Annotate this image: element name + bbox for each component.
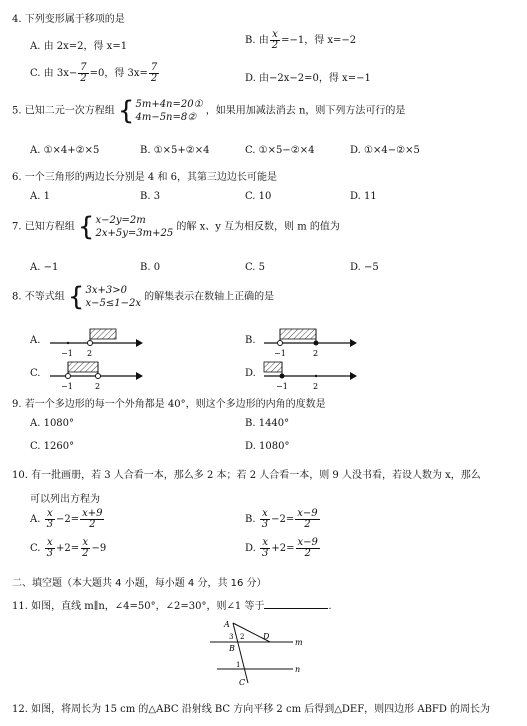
- tick-label: 2: [95, 382, 101, 391]
- label-n: n: [295, 665, 301, 674]
- label-b: B: [229, 644, 235, 653]
- q6-option-b: B. 3: [140, 191, 161, 202]
- tick-label: −1: [276, 382, 288, 391]
- q10-option-a: A. $\frac{x}{3}$ −2= $\frac{x+9}{2}$: [30, 508, 103, 530]
- q5-stem: 5. 已知二元一次方程组 { 5m+4n=20① 4m−5n=8② ，如果用加减法消去 n，则下列方法可行的是: [12, 96, 406, 126]
- q8-number-line-d: [262, 358, 357, 392]
- q7-stem: 7. 已知方程组 { x−2y=2m 2x+5y=3m+25 的解 x、y 互为相反数，则 m 的值为: [12, 212, 340, 242]
- tick-label: 2: [313, 382, 319, 391]
- q5-equation-system: { 5m+4n=20① 4m−5n=8②: [117, 96, 203, 126]
- tick-label: −1: [61, 382, 73, 391]
- label-d: D: [263, 632, 270, 641]
- q7-equation-system: { x−2y=2m 2x+5y=3m+25: [77, 212, 174, 242]
- q5-option-b: B. ①×5+②×4: [140, 145, 210, 156]
- q10-stem-line1: 10. 有一批画册，若 3 人合看一本，那么多 2 本；若 2 人合看一本，则 9 人没书看，若设人数为 x，那么: [12, 470, 481, 481]
- q7-option-c: C. 5: [245, 262, 266, 273]
- q6-stem: 6. 一个三角形的两边长分别是 4 和 6，其第三边边长可能是: [12, 172, 277, 183]
- q8-option-a-label: A.: [30, 335, 41, 346]
- q6-option-a: A. 1: [30, 191, 50, 202]
- q9-option-b: B. 1440°: [245, 418, 290, 429]
- label-a: A: [224, 620, 230, 629]
- q8-option-d-label: D.: [245, 368, 256, 379]
- q5-option-d: D. ①×4−②×5: [350, 145, 420, 156]
- angle-1-label: 1: [236, 661, 241, 669]
- q10-option-b: B. $\frac{x}{3}$ −2= $\frac{x-9}{2}$: [245, 508, 318, 530]
- q7-option-a: A. −1: [30, 262, 59, 273]
- q6-option-c: C. 10: [245, 191, 272, 202]
- answer-blank: [264, 598, 328, 609]
- q7-option-b: B. 0: [140, 262, 161, 273]
- q4-option-c: C. 由 3x− $\frac{7}{2}$ =0，得 3x= $\frac{7}{2}$: [30, 62, 158, 84]
- section-heading-fill-in: 二、填空题（本大题共 4 小题，每小题 4 分，共 16 分）: [12, 578, 267, 589]
- q7-option-d: D. −5: [350, 262, 379, 273]
- q10-stem-line2: 可以列出方程为: [30, 494, 100, 505]
- q8-option-c-label: C.: [30, 368, 41, 379]
- q12-stem: 12. 如图，将周长为 15 cm 的△ABC 沿射线 BC 方向平移 2 cm 后得到△DEF，则四边形 ABFD 的周长为: [12, 704, 491, 715]
- q5-option-a: A. ①×4+②×5: [30, 145, 100, 156]
- q9-stem: 9. 若一个多边形的每一个外角都是 40°，则这个多边形的内角的度数是: [12, 399, 326, 410]
- q4-option-d: D. 由−2x−2=0，得 x=−1: [245, 73, 371, 84]
- q4-option-a: A. 由 2x=2，得 x=1: [30, 41, 128, 52]
- q5-option-c: C. ①×5−②×4: [245, 145, 315, 156]
- q11-figure: [205, 617, 305, 687]
- q11-stem: 11. 如图，直线 m∥n，∠4=50°，∠2=30°，则∠1 等于 .: [12, 597, 332, 612]
- tick-label: 2: [313, 349, 319, 358]
- q8-option-b-label: B.: [245, 335, 256, 346]
- q4-option-b: B. 由 $\frac{x}{2}$ =−1，得 x=−2: [245, 29, 357, 51]
- q9-option-c: C. 1260°: [30, 441, 75, 452]
- angle-2-label: 2: [240, 633, 245, 641]
- tick-label: −1: [61, 349, 73, 358]
- q8-number-line-b: [262, 325, 357, 359]
- q9-option-a: A. 1080°: [30, 418, 75, 429]
- q4-stem: 4. 下列变形属于移项的是: [12, 14, 125, 25]
- angle-3-label: 3: [229, 633, 234, 641]
- q6-option-d: D. 11: [350, 191, 377, 202]
- label-c: C: [239, 678, 246, 687]
- q8-inequality-system: { 3x+3>0 x−5≤1−2x: [67, 282, 141, 312]
- q8-number-line-c: [48, 358, 143, 392]
- q8-stem: 8. 不等式组 { 3x+3>0 x−5≤1−2x 的解集表示在数轴上正确的是: [12, 282, 275, 312]
- label-m: m: [295, 638, 303, 647]
- tick-label: −1: [274, 349, 286, 358]
- tick-label: 2: [87, 349, 93, 358]
- q9-option-d: D. 1080°: [245, 441, 290, 452]
- q8-number-line-a: [48, 325, 143, 359]
- q10-option-c: C. $\frac{x}{3}$ +2= $\frac{x}{2}$ −9: [30, 537, 107, 559]
- q10-option-d: D. $\frac{x}{3}$ +2= $\frac{x-9}{2}$: [245, 537, 318, 559]
